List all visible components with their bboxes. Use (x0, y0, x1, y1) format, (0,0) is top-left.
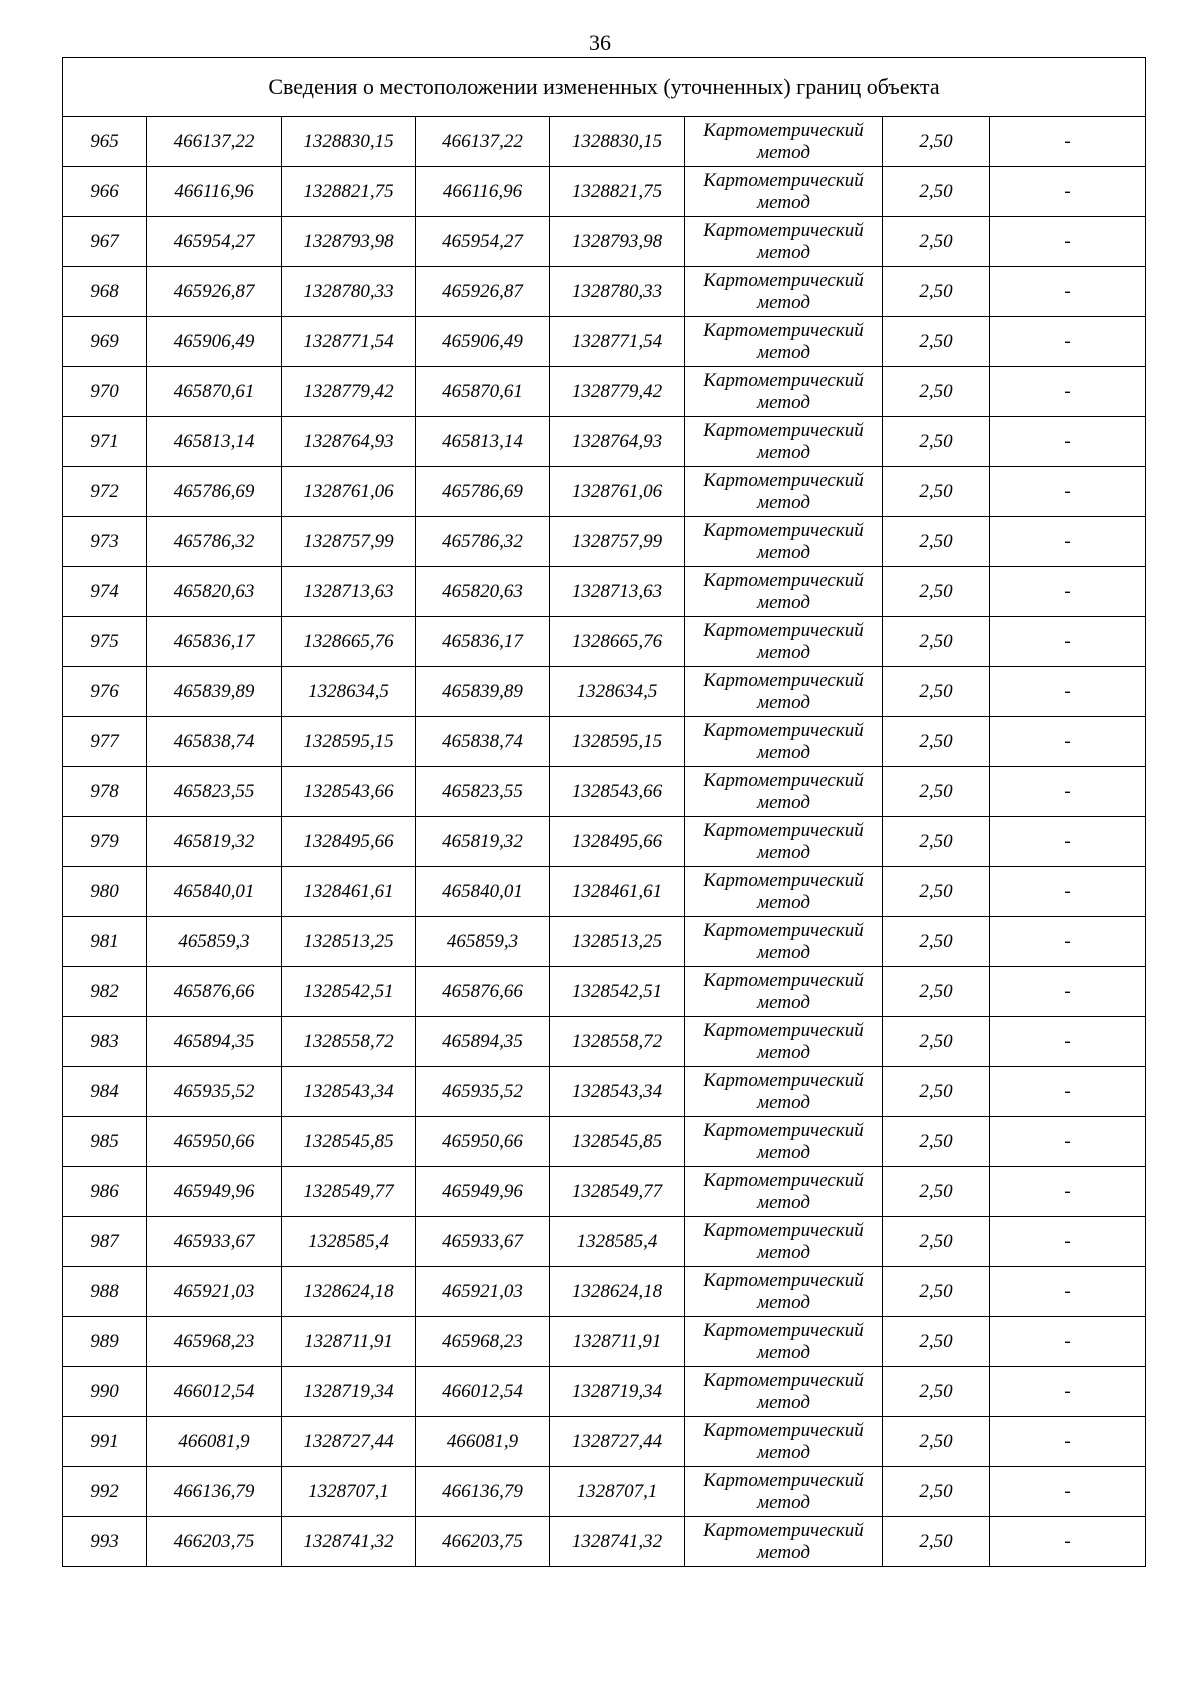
refined-x-cell: 465935,52 (416, 1067, 550, 1117)
method-cell: Картометрический метод (685, 1217, 883, 1267)
refined-x-cell: 465933,67 (416, 1217, 550, 1267)
point-number-cell: 982 (63, 967, 147, 1017)
method-cell: Картометрический метод (685, 817, 883, 867)
point-number-cell: 993 (63, 1517, 147, 1567)
refined-y-cell: 1328757,99 (550, 517, 685, 567)
accuracy-cell: 2,50 (883, 1267, 990, 1317)
method-cell: Картометрический метод (685, 1367, 883, 1417)
accuracy-cell: 2,50 (883, 1017, 990, 1067)
existing-x-cell: 465950,66 (147, 1117, 282, 1167)
accuracy-cell: 2,50 (883, 1417, 990, 1467)
point-number-cell: 973 (63, 517, 147, 567)
refined-y-cell: 1328779,42 (550, 367, 685, 417)
table-row (63, 1117, 1146, 1167)
method-cell: Картометрический метод (685, 217, 883, 267)
table-row (63, 717, 1146, 767)
description-cell: - (990, 1467, 1146, 1517)
table-row (63, 1417, 1146, 1467)
table-row (63, 467, 1146, 517)
table-row (63, 767, 1146, 817)
existing-y-cell: 1328634,5 (282, 667, 416, 717)
refined-y-cell: 1328793,98 (550, 217, 685, 267)
existing-x-cell: 465786,32 (147, 517, 282, 567)
refined-y-cell: 1328713,63 (550, 567, 685, 617)
description-cell: - (990, 1067, 1146, 1117)
existing-x-cell: 466012,54 (147, 1367, 282, 1417)
accuracy-cell: 2,50 (883, 617, 990, 667)
accuracy-cell: 2,50 (883, 317, 990, 367)
method-cell: Картометрический метод (685, 317, 883, 367)
page-number: 36 (589, 30, 611, 55)
table-row (63, 1367, 1146, 1417)
existing-x-cell: 465935,52 (147, 1067, 282, 1117)
method-cell: Картометрический метод (685, 1017, 883, 1067)
description-cell: - (990, 967, 1146, 1017)
accuracy-cell: 2,50 (883, 1217, 990, 1267)
table-row (63, 317, 1146, 367)
method-cell: Картометрический метод (685, 517, 883, 567)
table-row (63, 1167, 1146, 1217)
accuracy-cell: 2,50 (883, 817, 990, 867)
refined-x-cell: 466012,54 (416, 1367, 550, 1417)
description-cell: - (990, 267, 1146, 317)
existing-y-cell: 1328558,72 (282, 1017, 416, 1067)
refined-y-cell: 1328761,06 (550, 467, 685, 517)
table-row (63, 217, 1146, 267)
accuracy-cell: 2,50 (883, 967, 990, 1017)
table-row (63, 417, 1146, 467)
refined-x-cell: 465819,32 (416, 817, 550, 867)
refined-x-cell: 466081,9 (416, 1417, 550, 1467)
accuracy-cell: 2,50 (883, 717, 990, 767)
table-row (63, 1217, 1146, 1267)
refined-y-cell: 1328665,76 (550, 617, 685, 667)
refined-x-cell: 466116,96 (416, 167, 550, 217)
refined-y-cell: 1328595,15 (550, 717, 685, 767)
refined-x-cell: 465906,49 (416, 317, 550, 367)
point-number-cell: 986 (63, 1167, 147, 1217)
method-cell: Картометрический метод (685, 617, 883, 667)
point-number-cell: 981 (63, 917, 147, 967)
description-cell: - (990, 1167, 1146, 1217)
accuracy-cell: 2,50 (883, 467, 990, 517)
method-cell: Картометрический метод (685, 967, 883, 1017)
existing-x-cell: 465836,17 (147, 617, 282, 667)
accuracy-cell: 2,50 (883, 917, 990, 967)
accuracy-cell: 2,50 (883, 167, 990, 217)
refined-y-cell: 1328549,77 (550, 1167, 685, 1217)
point-number-cell: 965 (63, 117, 147, 167)
refined-x-cell: 465876,66 (416, 967, 550, 1017)
method-cell: Картометрический метод (685, 267, 883, 317)
existing-y-cell: 1328549,77 (282, 1167, 416, 1217)
table-row (63, 817, 1146, 867)
existing-y-cell: 1328761,06 (282, 467, 416, 517)
point-number-cell: 967 (63, 217, 147, 267)
refined-x-cell: 465836,17 (416, 617, 550, 667)
table-row (63, 667, 1146, 717)
existing-y-cell: 1328779,42 (282, 367, 416, 417)
description-cell: - (990, 1017, 1146, 1067)
method-cell: Картометрический метод (685, 417, 883, 467)
point-number-cell: 976 (63, 667, 147, 717)
point-number-cell: 990 (63, 1367, 147, 1417)
refined-y-cell: 1328461,61 (550, 867, 685, 917)
existing-y-cell: 1328757,99 (282, 517, 416, 567)
refined-y-cell: 1328780,33 (550, 267, 685, 317)
method-cell: Картометрический метод (685, 867, 883, 917)
existing-x-cell: 465823,55 (147, 767, 282, 817)
description-cell: - (990, 117, 1146, 167)
table-row (63, 517, 1146, 567)
existing-x-cell: 466136,79 (147, 1467, 282, 1517)
existing-y-cell: 1328741,32 (282, 1517, 416, 1567)
method-cell: Картометрический метод (685, 1117, 883, 1167)
method-cell: Картометрический метод (685, 917, 883, 967)
accuracy-cell: 2,50 (883, 367, 990, 417)
point-number-cell: 966 (63, 167, 147, 217)
table-row (63, 617, 1146, 667)
refined-y-cell: 1328624,18 (550, 1267, 685, 1317)
refined-x-cell: 465921,03 (416, 1267, 550, 1317)
point-number-cell: 968 (63, 267, 147, 317)
refined-y-cell: 1328741,32 (550, 1517, 685, 1567)
table-row (63, 567, 1146, 617)
existing-x-cell: 465786,69 (147, 467, 282, 517)
method-cell: Картометрический метод (685, 1417, 883, 1467)
existing-y-cell: 1328495,66 (282, 817, 416, 867)
point-number-cell: 979 (63, 817, 147, 867)
existing-x-cell: 466116,96 (147, 167, 282, 217)
description-cell: - (990, 667, 1146, 717)
point-number-cell: 977 (63, 717, 147, 767)
table-title: Сведения о местоположении измененных (уточненных) границ объекта (63, 58, 1146, 117)
existing-y-cell: 1328830,15 (282, 117, 416, 167)
point-number-cell: 984 (63, 1067, 147, 1117)
existing-y-cell: 1328461,61 (282, 867, 416, 917)
refined-y-cell: 1328719,34 (550, 1367, 685, 1417)
existing-x-cell: 465921,03 (147, 1267, 282, 1317)
refined-x-cell: 465813,14 (416, 417, 550, 467)
point-number-cell: 980 (63, 867, 147, 917)
refined-x-cell: 465838,74 (416, 717, 550, 767)
refined-x-cell: 466136,79 (416, 1467, 550, 1517)
description-cell: - (990, 817, 1146, 867)
table-body (63, 117, 1146, 1567)
refined-x-cell: 465949,96 (416, 1167, 550, 1217)
existing-x-cell: 465819,32 (147, 817, 282, 867)
refined-y-cell: 1328558,72 (550, 1017, 685, 1067)
accuracy-cell: 2,50 (883, 267, 990, 317)
method-cell: Картометрический метод (685, 467, 883, 517)
existing-y-cell: 1328543,66 (282, 767, 416, 817)
refined-x-cell: 465786,32 (416, 517, 550, 567)
point-number-cell: 991 (63, 1417, 147, 1467)
table-row (63, 867, 1146, 917)
accuracy-cell: 2,50 (883, 567, 990, 617)
existing-x-cell: 466137,22 (147, 117, 282, 167)
accuracy-cell: 2,50 (883, 767, 990, 817)
point-number-cell: 971 (63, 417, 147, 467)
method-cell: Картометрический метод (685, 1517, 883, 1567)
description-cell: - (990, 567, 1146, 617)
boundary-coordinates-table (62, 57, 1146, 1567)
point-number-cell: 988 (63, 1267, 147, 1317)
point-number-cell: 978 (63, 767, 147, 817)
existing-y-cell: 1328513,25 (282, 917, 416, 967)
refined-y-cell: 1328711,91 (550, 1317, 685, 1367)
point-number-cell: 969 (63, 317, 147, 367)
accuracy-cell: 2,50 (883, 517, 990, 567)
accuracy-cell: 2,50 (883, 117, 990, 167)
table-row (63, 1467, 1146, 1517)
existing-x-cell: 466081,9 (147, 1417, 282, 1467)
existing-x-cell: 465876,66 (147, 967, 282, 1017)
existing-y-cell: 1328542,51 (282, 967, 416, 1017)
refined-x-cell: 465894,35 (416, 1017, 550, 1067)
existing-y-cell: 1328624,18 (282, 1267, 416, 1317)
existing-y-cell: 1328545,85 (282, 1117, 416, 1167)
refined-x-cell: 465926,87 (416, 267, 550, 317)
table-row (63, 367, 1146, 417)
table-row (63, 967, 1146, 1017)
existing-x-cell: 465838,74 (147, 717, 282, 767)
method-cell: Картометрический метод (685, 767, 883, 817)
refined-x-cell: 465954,27 (416, 217, 550, 267)
point-number-cell: 972 (63, 467, 147, 517)
accuracy-cell: 2,50 (883, 1067, 990, 1117)
table-row (63, 917, 1146, 967)
existing-y-cell: 1328719,34 (282, 1367, 416, 1417)
method-cell: Картометрический метод (685, 1267, 883, 1317)
description-cell: - (990, 717, 1146, 767)
table-row (63, 267, 1146, 317)
refined-y-cell: 1328543,34 (550, 1067, 685, 1117)
refined-y-cell: 1328542,51 (550, 967, 685, 1017)
refined-y-cell: 1328727,44 (550, 1417, 685, 1467)
refined-y-cell: 1328543,66 (550, 767, 685, 817)
refined-x-cell: 466137,22 (416, 117, 550, 167)
method-cell: Картометрический метод (685, 1467, 883, 1517)
existing-x-cell: 465840,01 (147, 867, 282, 917)
existing-y-cell: 1328707,1 (282, 1467, 416, 1517)
existing-x-cell: 465839,89 (147, 667, 282, 717)
table-title-row (63, 58, 1146, 117)
description-cell: - (990, 517, 1146, 567)
table-row (63, 1017, 1146, 1067)
description-cell: - (990, 1317, 1146, 1367)
existing-y-cell: 1328771,54 (282, 317, 416, 367)
existing-y-cell: 1328543,34 (282, 1067, 416, 1117)
method-cell: Картометрический метод (685, 567, 883, 617)
accuracy-cell: 2,50 (883, 1467, 990, 1517)
description-cell: - (990, 1517, 1146, 1567)
accuracy-cell: 2,50 (883, 1167, 990, 1217)
accuracy-cell: 2,50 (883, 667, 990, 717)
description-cell: - (990, 1367, 1146, 1417)
point-number-cell: 987 (63, 1217, 147, 1267)
refined-x-cell: 465823,55 (416, 767, 550, 817)
existing-x-cell: 465894,35 (147, 1017, 282, 1067)
refined-x-cell: 465820,63 (416, 567, 550, 617)
table-row (63, 167, 1146, 217)
accuracy-cell: 2,50 (883, 1117, 990, 1167)
table-row (63, 1267, 1146, 1317)
table-row (63, 1067, 1146, 1117)
accuracy-cell: 2,50 (883, 1317, 990, 1367)
table-row (63, 1517, 1146, 1567)
point-number-cell: 989 (63, 1317, 147, 1367)
existing-y-cell: 1328585,4 (282, 1217, 416, 1267)
existing-y-cell: 1328595,15 (282, 717, 416, 767)
point-number-cell: 992 (63, 1467, 147, 1517)
existing-x-cell: 466203,75 (147, 1517, 282, 1567)
method-cell: Картометрический метод (685, 167, 883, 217)
accuracy-cell: 2,50 (883, 1517, 990, 1567)
existing-y-cell: 1328793,98 (282, 217, 416, 267)
description-cell: - (990, 867, 1146, 917)
existing-y-cell: 1328713,63 (282, 567, 416, 617)
refined-x-cell: 465839,89 (416, 667, 550, 717)
existing-x-cell: 465870,61 (147, 367, 282, 417)
existing-x-cell: 465813,14 (147, 417, 282, 467)
refined-y-cell: 1328764,93 (550, 417, 685, 467)
refined-y-cell: 1328634,5 (550, 667, 685, 717)
refined-x-cell: 465840,01 (416, 867, 550, 917)
accuracy-cell: 2,50 (883, 867, 990, 917)
point-number-cell: 983 (63, 1017, 147, 1067)
description-cell: - (990, 917, 1146, 967)
refined-x-cell: 465786,69 (416, 467, 550, 517)
table-row (63, 117, 1146, 167)
description-cell: - (990, 417, 1146, 467)
description-cell: - (990, 167, 1146, 217)
refined-x-cell: 465870,61 (416, 367, 550, 417)
existing-y-cell: 1328764,93 (282, 417, 416, 467)
refined-x-cell: 465859,3 (416, 917, 550, 967)
description-cell: - (990, 1417, 1146, 1467)
description-cell: - (990, 767, 1146, 817)
refined-y-cell: 1328771,54 (550, 317, 685, 367)
refined-x-cell: 465968,23 (416, 1317, 550, 1367)
refined-y-cell: 1328513,25 (550, 917, 685, 967)
accuracy-cell: 2,50 (883, 417, 990, 467)
refined-x-cell: 466203,75 (416, 1517, 550, 1567)
description-cell: - (990, 1267, 1146, 1317)
method-cell: Картометрический метод (685, 1067, 883, 1117)
description-cell: - (990, 1217, 1146, 1267)
accuracy-cell: 2,50 (883, 217, 990, 267)
refined-y-cell: 1328830,15 (550, 117, 685, 167)
existing-y-cell: 1328665,76 (282, 617, 416, 667)
point-number-cell: 970 (63, 367, 147, 417)
method-cell: Картометрический метод (685, 367, 883, 417)
existing-x-cell: 465933,67 (147, 1217, 282, 1267)
refined-y-cell: 1328585,4 (550, 1217, 685, 1267)
existing-x-cell: 465820,63 (147, 567, 282, 617)
description-cell: - (990, 467, 1146, 517)
existing-y-cell: 1328780,33 (282, 267, 416, 317)
existing-y-cell: 1328711,91 (282, 1317, 416, 1367)
description-cell: - (990, 217, 1146, 267)
existing-x-cell: 465926,87 (147, 267, 282, 317)
method-cell: Картометрический метод (685, 1167, 883, 1217)
refined-y-cell: 1328821,75 (550, 167, 685, 217)
existing-x-cell: 465859,3 (147, 917, 282, 967)
existing-x-cell: 465954,27 (147, 217, 282, 267)
method-cell: Картометрический метод (685, 1317, 883, 1367)
refined-y-cell: 1328495,66 (550, 817, 685, 867)
point-number-cell: 985 (63, 1117, 147, 1167)
accuracy-cell: 2,50 (883, 1367, 990, 1417)
existing-x-cell: 465949,96 (147, 1167, 282, 1217)
existing-y-cell: 1328821,75 (282, 167, 416, 217)
method-cell: Картометрический метод (685, 117, 883, 167)
table-row (63, 1317, 1146, 1367)
point-number-cell: 975 (63, 617, 147, 667)
existing-y-cell: 1328727,44 (282, 1417, 416, 1467)
description-cell: - (990, 317, 1146, 367)
point-number-cell: 974 (63, 567, 147, 617)
method-cell: Картометрический метод (685, 667, 883, 717)
existing-x-cell: 465906,49 (147, 317, 282, 367)
refined-x-cell: 465950,66 (416, 1117, 550, 1167)
description-cell: - (990, 367, 1146, 417)
description-cell: - (990, 617, 1146, 667)
refined-y-cell: 1328707,1 (550, 1467, 685, 1517)
description-cell: - (990, 1117, 1146, 1167)
refined-y-cell: 1328545,85 (550, 1117, 685, 1167)
method-cell: Картометрический метод (685, 717, 883, 767)
existing-x-cell: 465968,23 (147, 1317, 282, 1367)
